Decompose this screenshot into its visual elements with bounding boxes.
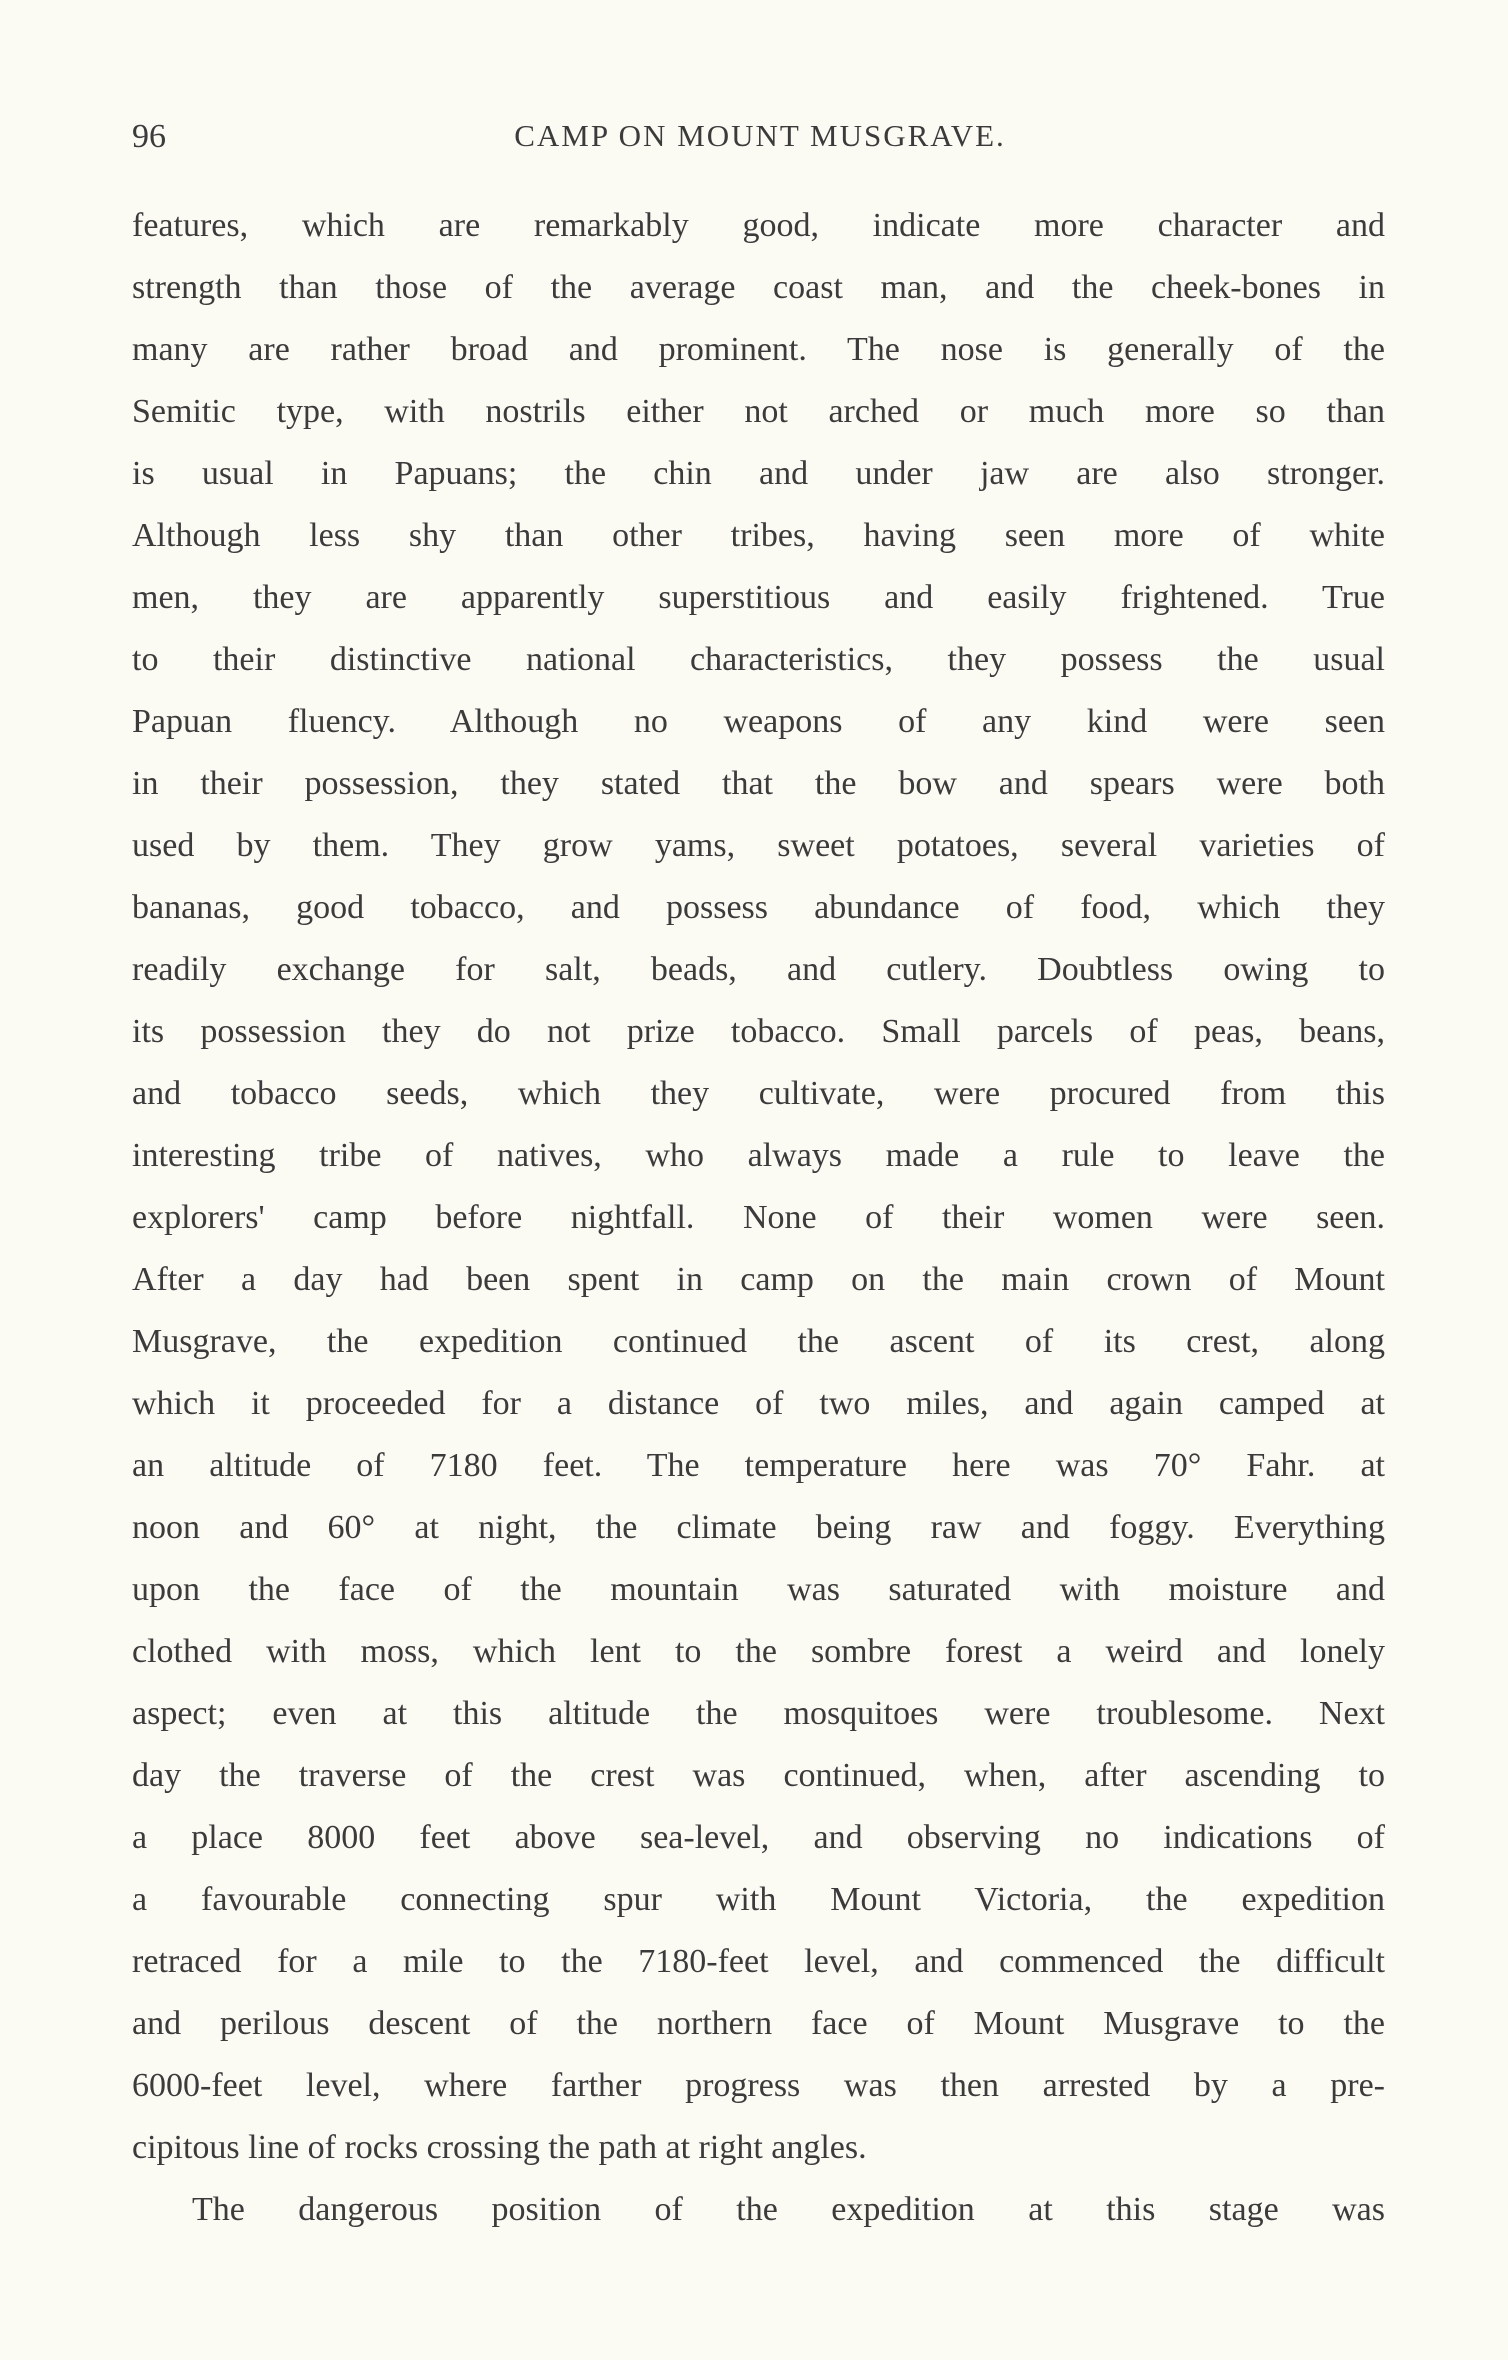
text-line: explorers' camp before nightfall. None of their women were seen. (132, 1199, 1385, 1236)
text-line: features, which are remarkably good, indicate more character and (132, 207, 1385, 244)
text-line: which it proceeded for a distance of two miles, and again camped at (132, 1385, 1385, 1422)
text-line: Semitic type, with nostrils either not arched or much more so than (132, 393, 1385, 430)
text-line: cipitous line of rocks crossing the path at right angles. (132, 2129, 867, 2166)
text-line: in their possession, they stated that the bow and spears were both (132, 765, 1385, 802)
text-line: aspect; even at this altitude the mosquitoes were troublesome. Next (132, 1695, 1385, 1732)
running-title: CAMP ON MOUNT MUSGRAVE. (514, 118, 1006, 153)
text-line: a favourable connecting spur with Mount Victoria, the expedition (132, 1881, 1385, 1918)
text-line: an altitude of 7180 feet. The temperature here was 70° Fahr. at (132, 1447, 1385, 1484)
text-line: used by them. They grow yams, sweet potatoes, several varieties of (132, 827, 1385, 864)
text-line: Although less shy than other tribes, having seen more of white (132, 517, 1385, 554)
text-line: 6000-feet level, where farther progress was then arrested by a pre- (132, 2067, 1385, 2104)
text-line: After a day had been spent in camp on the main crown of Mount (132, 1261, 1385, 1298)
page-number: 96 (132, 118, 166, 155)
text-line: is usual in Papuans; the chin and under jaw are also stronger. (132, 455, 1385, 492)
text-line: clothed with moss, which lent to the sombre forest a weird and lonely (132, 1633, 1385, 1670)
text-line: and perilous descent of the northern face of Mount Musgrave to the (132, 2005, 1385, 2042)
text-line: readily exchange for salt, beads, and cutlery. Doubtless owing to (132, 951, 1385, 988)
text-line: men, they are apparently superstitious and easily frightened. True (132, 579, 1385, 616)
body-text (132, 195, 1385, 2241)
text-line: retraced for a mile to the 7180-feet level, and commenced the difficult (132, 1943, 1385, 1980)
text-line: day the traverse of the crest was continued, when, after ascending to (132, 1757, 1385, 1794)
text-line: and tobacco seeds, which they cultivate, were procured from this (132, 1075, 1385, 1112)
text-line: bananas, good tobacco, and possess abundance of food, which they (132, 889, 1385, 926)
text-line: interesting tribe of natives, who always made a rule to leave the (132, 1137, 1385, 1174)
text-line: its possession they do not prize tobacco. Small parcels of peas, beans, (132, 1013, 1385, 1050)
text-line: Papuan fluency. Although no weapons of any kind were seen (132, 703, 1385, 740)
text-line: many are rather broad and prominent. The nose is generally of the (132, 331, 1385, 368)
text-line: upon the face of the mountain was saturated with moisture and (132, 1571, 1385, 1608)
text-line: strength than those of the average coast man, and the cheek-bones in (132, 269, 1385, 306)
text-line: Musgrave, the expedition continued the ascent of its crest, along (132, 1323, 1385, 1360)
text-line: a place 8000 feet above sea-level, and observing no indications of (132, 1819, 1385, 1856)
text-line: to their distinctive national characteristics, they possess the usual (132, 641, 1385, 678)
text-line: noon and 60° at night, the climate being raw and foggy. Everything (132, 1509, 1385, 1546)
text-line: The dangerous position of the expedition at this stage was (192, 2191, 1385, 2228)
